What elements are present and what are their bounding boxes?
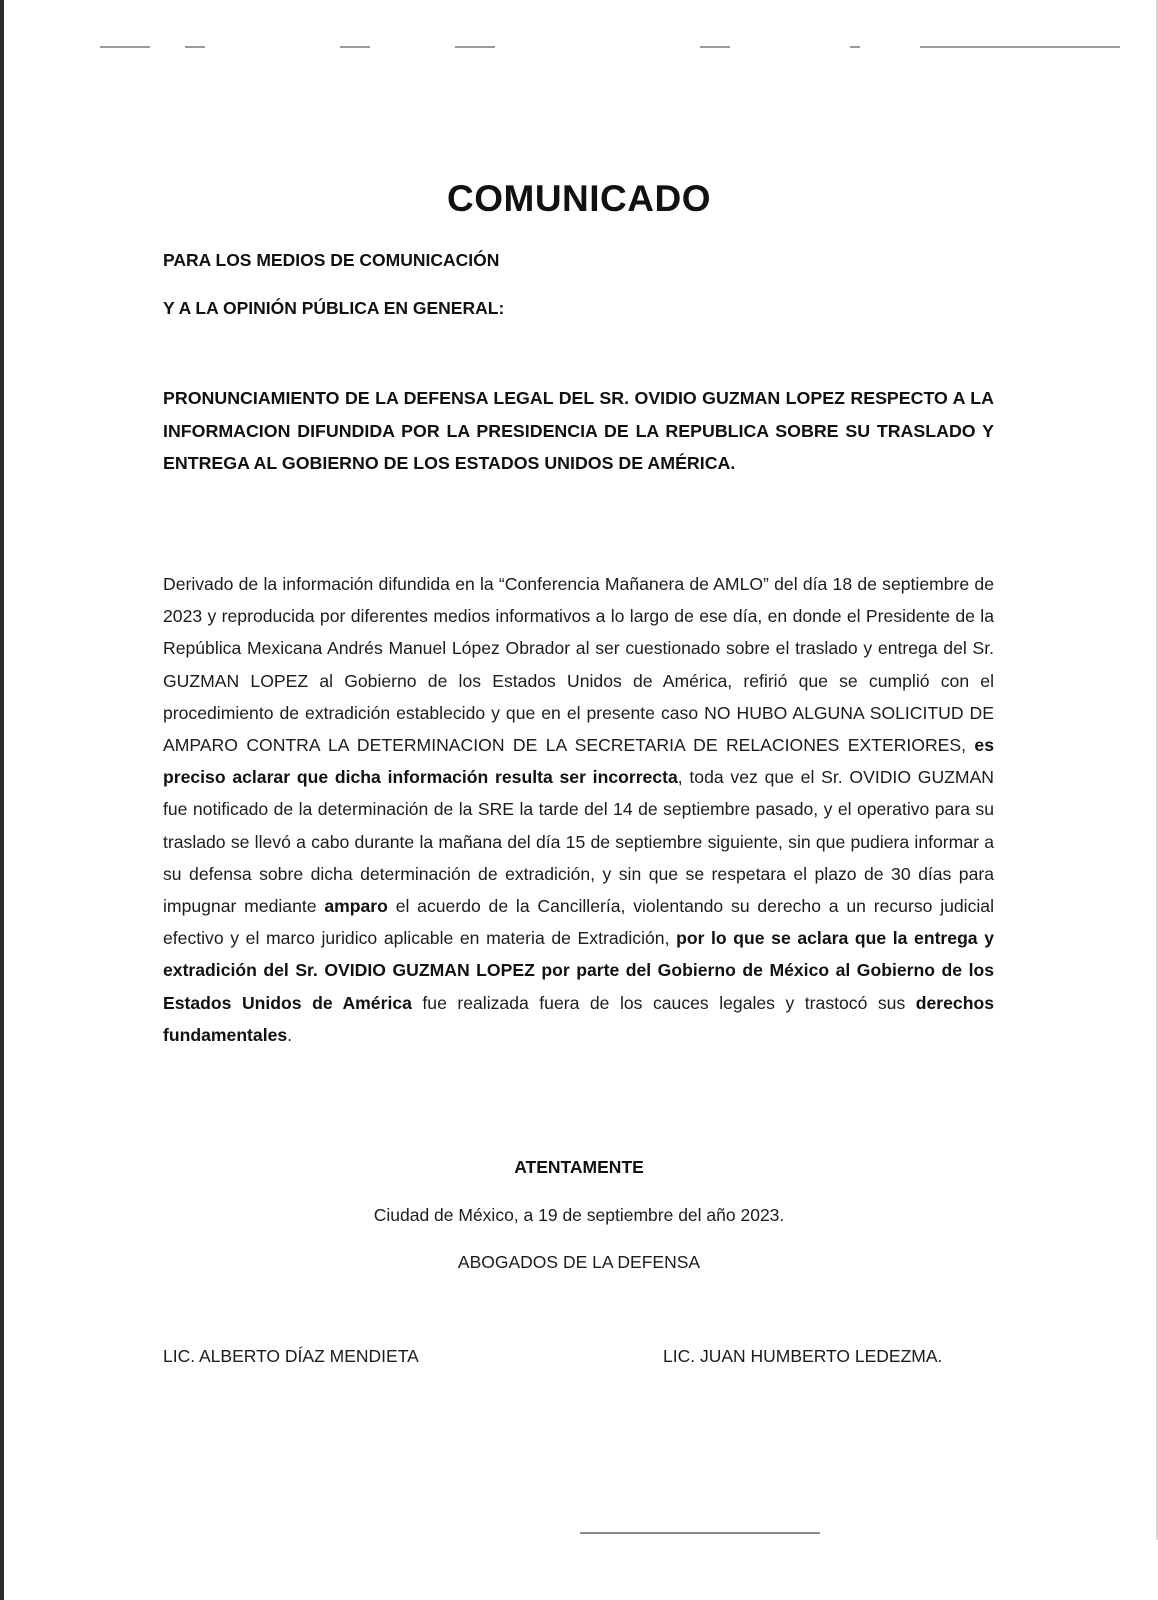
body-text-part: Derivado de la información difundida en la “Conferencia Mañanera de AMLO” del día 18 de septiembre de 2023 y reproducida por diferentes medios informativos a lo largo de ese día, en donde el Presidente de la República Mexicana Andrés Manuel López Obrador al ser cuestionado sobre el traslado y entrega del Sr. GUZMAN LOPEZ al Gobierno de los Estados Unidos de América, refirió que se cumplió con el procedimiento de extradición establecido y que en el presente caso NO HUBO ALGUNA SOLICITUD DE AMPARO CONTRA LA DETERMINACION DE LA SECRETARIA DE RELACIONES EXTERIORES, xyxy=(163,574,994,756)
body-text-part: . xyxy=(287,1024,293,1045)
statement-body xyxy=(163,568,994,1051)
top-scan-marks xyxy=(40,46,1130,52)
scan-mark xyxy=(100,46,150,48)
body-bold-part: por lo que se aclara que la entrega y extradición del Sr. OVIDIO GUZMAN LOPEZ por parte del Gobierno de México al Gobierno de los Estados Unidos de América xyxy=(163,928,994,1013)
scan-mark xyxy=(700,46,730,48)
salutation-line-2: Y A LA OPINIÓN PÚBLICA EN GENERAL: xyxy=(163,298,505,318)
body-text-part: , toda vez que el Sr. OVIDIO GUZMAN fue notificado de la determinación de la SRE la tarde del 14 de septiembre pasado, y el operativo para su traslado se llevó a cabo durante la mañana del día 15 de septiembre siguiente, sin que pudiera informar a su defensa sobre dicha determinación de extradición, y sin que se respetara el plazo de 30 días para impugnar mediante xyxy=(163,767,995,917)
bottom-scan-line xyxy=(580,1532,820,1534)
body-bold-part: es preciso aclarar que dicha información resulta ser incorrecta xyxy=(163,735,994,788)
salutation-line-1: PARA LOS MEDIOS DE COMUNICACIÓN xyxy=(163,250,500,270)
paper-left-edge xyxy=(0,0,4,1600)
statement-heading: PRONUNCIAMIENTO DE LA DEFENSA LEGAL DEL SR. OVIDIO GUZMAN LOPEZ RESPECTO A LA INFORMACION DIFUNDIDA POR LA PRESIDENCIA DE LA REPUBLICA SOBRE SU TRASLADO Y ENTREGA AL GOBIERNO DE LOS ESTADOS UNIDOS DE AMÉRICA. xyxy=(163,388,994,473)
body-bold-part: derechos fundamentales xyxy=(163,992,994,1045)
place-date: Ciudad de México, a 19 de septiembre del año 2023. xyxy=(373,1205,785,1225)
document-title: COMUNICADO xyxy=(447,178,711,219)
signatory-left: LIC. ALBERTO DÍAZ MENDIETA xyxy=(163,1346,419,1366)
scan-mark xyxy=(850,46,860,48)
scan-mark xyxy=(920,46,1120,48)
signatory-right: LIC. JUAN HUMBERTO LEDEZMA. xyxy=(663,1346,943,1366)
signer-group: ABOGADOS DE LA DEFENSA xyxy=(457,1252,701,1272)
scan-mark xyxy=(455,46,495,48)
closing: ATENTAMENTE xyxy=(514,1157,644,1177)
body-bold-part: amparo xyxy=(324,896,388,917)
scan-mark xyxy=(185,46,205,48)
scan-mark xyxy=(340,46,370,48)
body-text-part: el acuerdo de la Cancillería, violentando su derecho a un recurso judicial efectivo y el marco juridico aplicable en materia de Extradición, xyxy=(163,896,994,949)
body-text-part: fue realizada fuera de los cauces legales y trastocó sus xyxy=(411,992,916,1013)
